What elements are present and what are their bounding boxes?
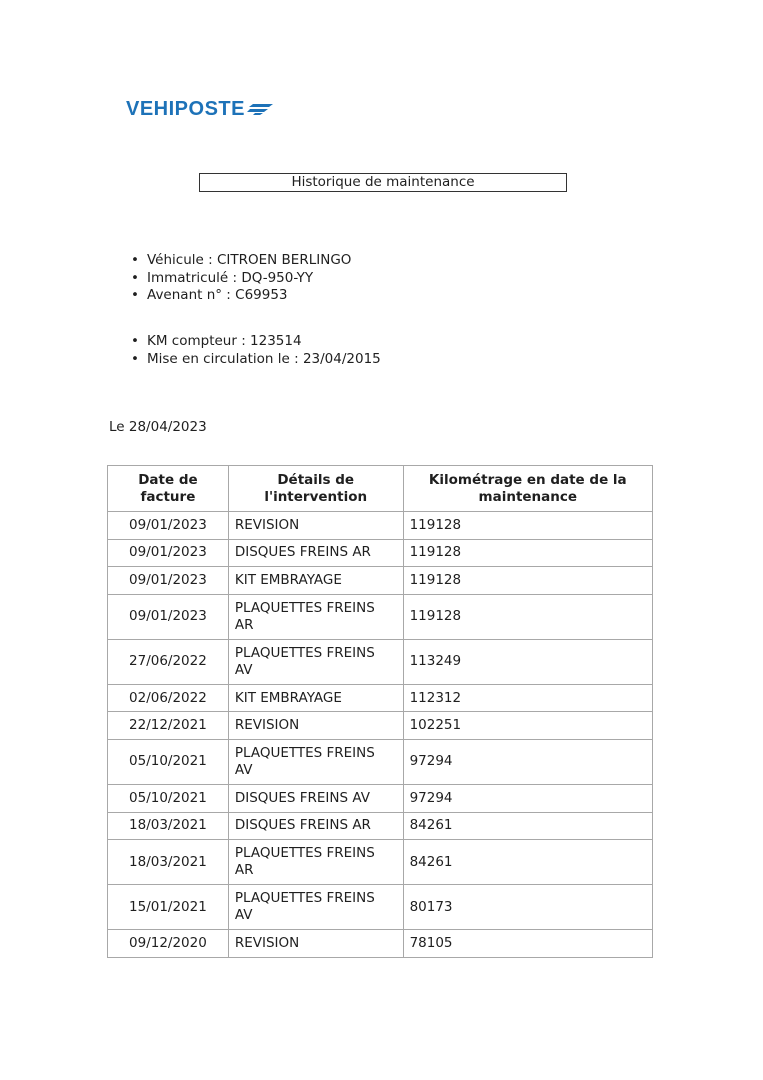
cell-intervention: PLAQUETTES FREINS AV [228, 639, 403, 684]
cell-intervention: REVISION [228, 930, 403, 958]
table-row [108, 639, 653, 684]
table-row [108, 712, 653, 740]
cell-mileage: 119128 [403, 594, 652, 639]
cell-invoice-date: 05/10/2021 [108, 739, 229, 784]
cell-mileage: 80173 [403, 885, 652, 930]
cell-invoice-date: 27/06/2022 [108, 639, 229, 684]
cell-mileage: 119128 [403, 539, 652, 567]
cell-mileage: 119128 [403, 512, 652, 540]
cell-invoice-date: 22/12/2021 [108, 712, 229, 740]
cell-invoice-date: 15/01/2021 [108, 885, 229, 930]
vehicle-contract-number: • Avenant n° : C69953 [128, 287, 351, 305]
table-row [108, 930, 653, 958]
cell-invoice-date: 09/12/2020 [108, 930, 229, 958]
document-title: Historique de maintenance [199, 173, 567, 192]
cell-invoice-date: 09/01/2023 [108, 567, 229, 595]
cell-intervention: DISQUES FREINS AR [228, 539, 403, 567]
cell-mileage: 119128 [403, 567, 652, 595]
cell-mileage: 84261 [403, 812, 652, 840]
table-row [108, 567, 653, 595]
cell-mileage: 112312 [403, 684, 652, 712]
document-date: Le 28/04/2023 [109, 419, 207, 435]
cell-invoice-date: 09/01/2023 [108, 594, 229, 639]
table-row [108, 739, 653, 784]
cell-mileage: 102251 [403, 712, 652, 740]
cell-intervention: REVISION [228, 712, 403, 740]
cell-mileage: 113249 [403, 639, 652, 684]
vehicle-registration: • Immatriculé : DQ-950-YY [128, 270, 351, 288]
cell-mileage: 97294 [403, 739, 652, 784]
header-mileage: Kilométrage en date de la maintenance [403, 466, 652, 512]
first-registration-date: • Mise en circulation le : 23/04/2015 [128, 351, 381, 369]
cell-invoice-date: 18/03/2021 [108, 840, 229, 885]
cell-intervention: DISQUES FREINS AV [228, 784, 403, 812]
cell-intervention: PLAQUETTES FREINS AV [228, 885, 403, 930]
logo-text: VEHIPOSTE [126, 97, 245, 120]
cell-invoice-date: 05/10/2021 [108, 784, 229, 812]
maintenance-table [107, 465, 653, 958]
table-header-row [108, 466, 653, 512]
table-body [108, 512, 653, 958]
cell-invoice-date: 02/06/2022 [108, 684, 229, 712]
cell-intervention: REVISION [228, 512, 403, 540]
cell-mileage: 97294 [403, 784, 652, 812]
cell-invoice-date: 09/01/2023 [108, 512, 229, 540]
cell-intervention: KIT EMBRAYAGE [228, 567, 403, 595]
table-row [108, 840, 653, 885]
table-row [108, 684, 653, 712]
table-row [108, 594, 653, 639]
header-intervention-details: Détails de l'intervention [228, 466, 403, 512]
cell-intervention: PLAQUETTES FREINS AV [228, 739, 403, 784]
cell-intervention: DISQUES FREINS AR [228, 812, 403, 840]
cell-intervention: PLAQUETTES FREINS AR [228, 840, 403, 885]
cell-intervention: PLAQUETTES FREINS AR [228, 594, 403, 639]
cell-mileage: 84261 [403, 840, 652, 885]
cell-invoice-date: 09/01/2023 [108, 539, 229, 567]
cell-invoice-date: 18/03/2021 [108, 812, 229, 840]
table-row [108, 784, 653, 812]
table-row [108, 512, 653, 540]
vehicle-model: • Véhicule : CITROEN BERLINGO [128, 252, 351, 270]
header-invoice-date: Date de facture [108, 466, 229, 512]
vehiposte-logo [126, 96, 273, 122]
mileage-info-list [128, 333, 381, 368]
logo-wing-icon [247, 102, 273, 116]
table-row [108, 885, 653, 930]
table-row [108, 539, 653, 567]
cell-intervention: KIT EMBRAYAGE [228, 684, 403, 712]
cell-mileage: 78105 [403, 930, 652, 958]
vehicle-info-list [128, 252, 351, 305]
odometer-reading: • KM compteur : 123514 [128, 333, 381, 351]
table-row [108, 812, 653, 840]
